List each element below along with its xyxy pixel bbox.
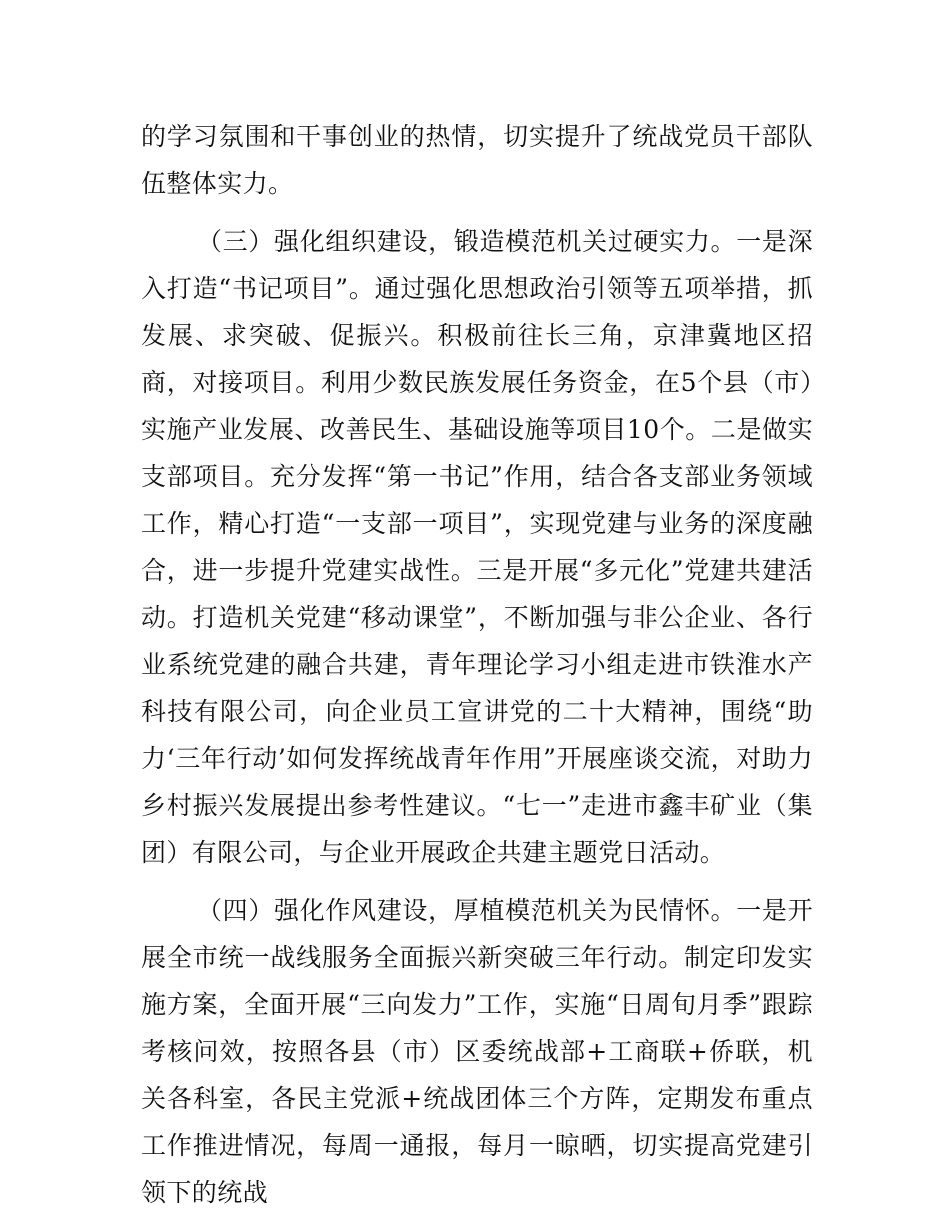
paragraph-organization-building: （三）强化组织建设，锻造模范机关过硬实力。一是深入打造“书记项目”。通过强化思想政治引领等五项举措，抓发展、求突破、促振兴。积极前往长三角，京津冀地区招商，对接项目。利用少数民族发展任务资金，在5个县（市）实施产业发展、改善民生、基础设施等项目10个。二是做实支部项目。充分发挥“第一书记”作用，结合各支部业务领域工作，精心打造“一支部一项目”，实现党建与业务的深度融合，进一步提升党建实战性。三是开展“多元化”党建共建活动。打造机关党建“移动课堂”，不断加强与非公企业、各行业系统党建的融合共建，青年理论学习小组走进市铁淮水产科技有限公司，向企业员工宣讲党的二十大精神，围绕“助力‘三年行动’如何发挥统战青年作用”开展座谈交流，对助力乡村振兴发展提出参考性建议。“七一”走进市鑫丰矿业（集团）有限公司，与企业开展政企共建主题党日活动。 xyxy=(141,227,813,867)
document-body xyxy=(141,113,813,1227)
paragraph-continuation: 的学习氛围和干事创业的热情，切实提升了统战党员干部队伍整体实力。 xyxy=(141,122,813,198)
paragraph-work-style-building: （四）强化作风建设，厚植模范机关为民情怀。一是开展全市统一战线服务全面振兴新突破三年行动。制定印发实施方案，全面开展“三向发力”工作，实施“日周旬月季”跟踪考核问效，按照各县（市）区委统战部+工商联+侨联，机关各科室，各民主党派+统战团体三个方阵，定期发布重点工作推进情况，每周一通报，每月一晾晒，切实提高党建引领下的统战 xyxy=(141,896,813,1207)
